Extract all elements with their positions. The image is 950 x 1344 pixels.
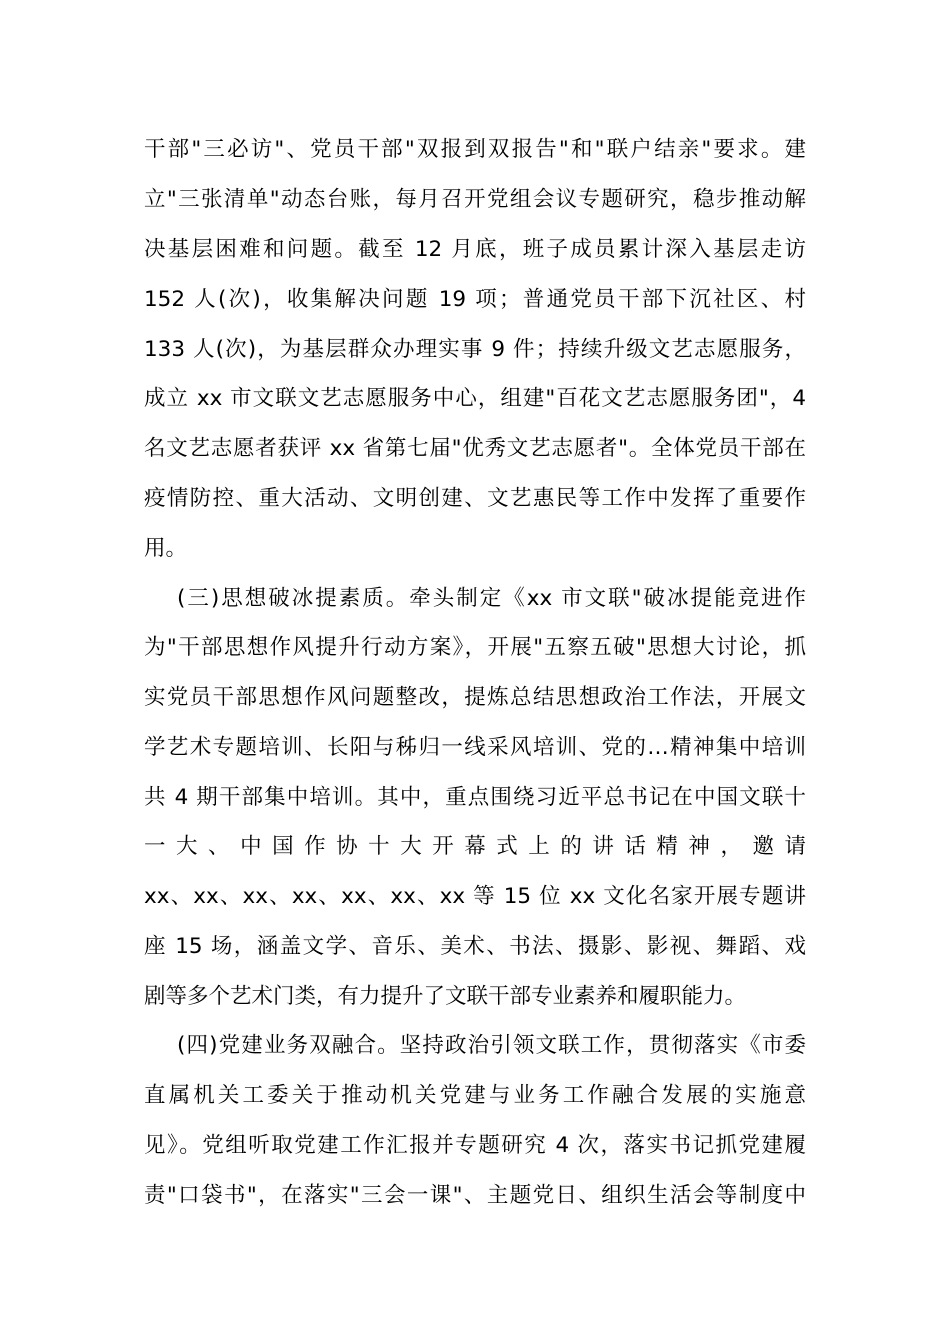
text-line: 学艺术专题培训、长阳与秭归一线采风培训、党的…精神集中培训 xyxy=(144,735,806,760)
text-line: 立"三张清单"动态台账，每月召开党组会议专题研究，稳步推动解 xyxy=(144,187,806,212)
text-line: 见》。党组听取党建工作汇报并专题研究 4 次，落实书记抓党建履 xyxy=(144,1133,806,1158)
text-line: 剧等多个艺术门类，有力提升了文联干部专业素养和履职能力。 xyxy=(144,984,747,1009)
paragraph-heading-4: (四)党建业务双融合。坚持政治引领文联工作，贯彻落实《市委 xyxy=(177,1033,806,1058)
text-line: 疫情防控、重大活动、文明创建、文艺惠民等工作中发挥了重要作 xyxy=(144,486,806,511)
text-line: 责"口袋书"，在落实"三会一课"、主题党日、组织生活会等制度中 xyxy=(144,1183,806,1208)
text-line: 为"干部思想作风提升行动方案》，开展"五察五破"思想大讨论，抓 xyxy=(144,635,806,660)
text-line: 152 人(次)，收集解决问题 19 项；普通党员干部下沉社区、村 xyxy=(144,287,806,312)
text-line: 干部"三必访"、党员干部"双报到双报告"和"联户结亲"要求。建 xyxy=(144,137,806,162)
text-line: 用。 xyxy=(144,536,188,561)
text-line: xx、xx、xx、xx、xx、xx、xx 等 15 位 xx 文化名家开展专题讲 xyxy=(144,884,806,909)
text-line: 实党员干部思想作风问题整改，提炼总结思想政治工作法，开展文 xyxy=(144,685,806,710)
paragraph-heading-3: (三)思想破冰提素质。牵头制定《xx 市文联"破冰提能竞进作 xyxy=(177,586,806,611)
text-line: 133 人(次)，为基层群众办理实事 9 件；持续升级文艺志愿服务， xyxy=(144,337,806,362)
text-line: 决基层困难和问题。截至 12 月底，班子成员累计深入基层走访 xyxy=(144,237,806,262)
text-line: 成立 xx 市文联文艺志愿服务中心，组建"百花文艺志愿服务团"，4 xyxy=(144,386,806,411)
text-line: 一 大 、 中 国 作 协 十 大 开 幕 式 上 的 讲 话 精 神 ， 邀 请 xyxy=(144,834,806,859)
text-line: 直属机关工委关于推动机关党建与业务工作融合发展的实施意 xyxy=(144,1083,806,1108)
text-line: 名文艺志愿者获评 xx 省第七届"优秀文艺志愿者"。全体党员干部在 xyxy=(144,436,806,461)
text-line: 座 15 场，涵盖文学、音乐、美术、书法、摄影、影视、舞蹈、戏 xyxy=(144,934,806,959)
text-line: 共 4 期干部集中培训。其中，重点围绕习近平总书记在中国文联十 xyxy=(144,785,806,810)
